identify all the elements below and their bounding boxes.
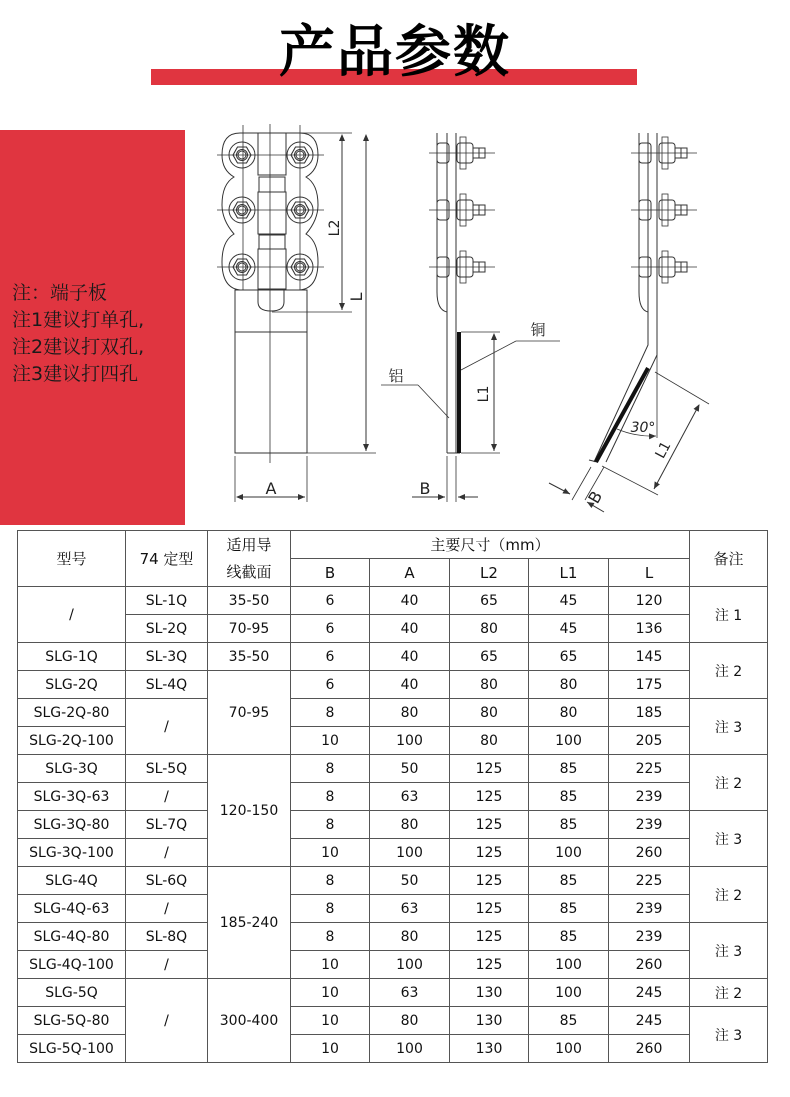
cell-A: 100 xyxy=(370,727,450,755)
cell-A: 40 xyxy=(370,643,450,671)
page-title: 产品参数 xyxy=(279,20,511,85)
cell-B: 10 xyxy=(291,727,370,755)
cell-L: 260 xyxy=(609,951,690,979)
cell-L: 245 xyxy=(609,1007,690,1035)
cell-L: 239 xyxy=(609,783,690,811)
cell-L2: 125 xyxy=(450,951,529,979)
cell-type74: / xyxy=(126,895,208,923)
cell-B: 8 xyxy=(291,867,370,895)
cell-type74: SL-5Q xyxy=(126,755,208,783)
cell-type74: SL-6Q xyxy=(126,867,208,895)
cell-A: 80 xyxy=(370,699,450,727)
cell-remark: 注 2 xyxy=(690,643,768,699)
cell-section: 70-95 xyxy=(208,615,291,643)
cell-remark: 注 3 xyxy=(690,923,768,979)
cell-model: SLG-4Q-63 xyxy=(18,895,126,923)
side-view-drawing xyxy=(381,133,560,502)
cell-model: SLG-2Q xyxy=(18,671,126,699)
table-row xyxy=(18,615,768,643)
header-section-line2: 线截面 xyxy=(226,562,272,581)
cell-L: 175 xyxy=(609,671,690,699)
cell-L1: 85 xyxy=(529,895,609,923)
cell-model: SLG-5Q xyxy=(18,979,126,1007)
table-row xyxy=(18,755,768,783)
cell-L2: 65 xyxy=(450,643,529,671)
cell-L2: 130 xyxy=(450,979,529,1007)
cell-model: SLG-4Q xyxy=(18,867,126,895)
label-L1-bent: L1 xyxy=(652,438,675,462)
cell-section: 185-240 xyxy=(208,867,291,979)
cell-L2: 125 xyxy=(450,839,529,867)
cell-model: / xyxy=(18,587,126,643)
cell-remark: 注 3 xyxy=(690,811,768,867)
cell-remark: 注 2 xyxy=(690,755,768,811)
label-B-side: B xyxy=(419,479,431,498)
cell-A: 40 xyxy=(370,671,450,699)
cell-L1: 100 xyxy=(529,979,609,1007)
cell-L1: 80 xyxy=(529,671,609,699)
label-B-bent: B xyxy=(584,487,607,507)
cell-L: 239 xyxy=(609,895,690,923)
table-row xyxy=(18,783,768,811)
cell-L: 260 xyxy=(609,839,690,867)
label-L1-side: L1 xyxy=(476,385,492,403)
label-A: A xyxy=(265,479,277,498)
note-line-2: 注2建议打双孔, xyxy=(12,336,145,358)
header-type74: 74 定型 xyxy=(126,531,208,587)
cell-L2: 130 xyxy=(450,1007,529,1035)
cell-B: 10 xyxy=(291,979,370,1007)
cell-B: 10 xyxy=(291,1007,370,1035)
technical-drawings xyxy=(0,0,790,530)
table-row xyxy=(18,643,768,671)
cell-type74: SL-7Q xyxy=(126,811,208,839)
cell-L1: 85 xyxy=(529,1007,609,1035)
cell-B: 8 xyxy=(291,755,370,783)
cell-type74: SL-4Q xyxy=(126,671,208,699)
cell-B: 10 xyxy=(291,839,370,867)
cell-model: SLG-1Q xyxy=(18,643,126,671)
cell-type74: SL-3Q xyxy=(126,643,208,671)
cell-B: 6 xyxy=(291,643,370,671)
table-row xyxy=(18,979,768,1007)
cell-B: 6 xyxy=(291,671,370,699)
header-remark: 备注 xyxy=(690,531,768,587)
cell-L2: 80 xyxy=(450,671,529,699)
cell-type74: / xyxy=(126,951,208,979)
cell-remark: 注 2 xyxy=(690,979,768,1007)
note-line-terminal: 注：端子板 xyxy=(12,282,108,304)
note-line-1: 注1建议打单孔, xyxy=(12,309,145,331)
cell-model: SLG-3Q-100 xyxy=(18,839,126,867)
cell-L: 136 xyxy=(609,615,690,643)
cell-A: 63 xyxy=(370,783,450,811)
header-section xyxy=(208,531,291,587)
cell-L: 239 xyxy=(609,811,690,839)
table-row xyxy=(18,839,768,867)
cell-type74: / xyxy=(126,699,208,755)
cell-B: 8 xyxy=(291,699,370,727)
spec-table xyxy=(17,530,768,1063)
cell-remark: 注 3 xyxy=(690,699,768,755)
cell-A: 63 xyxy=(370,895,450,923)
cell-section: 120-150 xyxy=(208,755,291,867)
cell-L2: 125 xyxy=(450,755,529,783)
cell-remark: 注 1 xyxy=(690,587,768,643)
table-row xyxy=(18,587,768,615)
header-dim-A: A xyxy=(370,559,450,587)
cell-A: 40 xyxy=(370,587,450,615)
header-dim-B: B xyxy=(291,559,370,587)
cell-A: 80 xyxy=(370,923,450,951)
cell-B: 6 xyxy=(291,615,370,643)
cell-type74: / xyxy=(126,783,208,811)
cell-A: 50 xyxy=(370,755,450,783)
table-row xyxy=(18,895,768,923)
cell-L: 260 xyxy=(609,1035,690,1063)
cell-L2: 125 xyxy=(450,895,529,923)
cell-B: 8 xyxy=(291,783,370,811)
table-row xyxy=(18,867,768,895)
label-aluminum: 铝 xyxy=(388,367,404,385)
bent-view-drawing xyxy=(549,133,709,512)
cell-L2: 125 xyxy=(450,867,529,895)
cell-L: 245 xyxy=(609,979,690,1007)
cell-L1: 100 xyxy=(529,727,609,755)
cell-section: 300-400 xyxy=(208,979,291,1063)
table-row xyxy=(18,811,768,839)
cell-L1: 85 xyxy=(529,811,609,839)
cell-L1: 100 xyxy=(529,839,609,867)
cell-L: 239 xyxy=(609,923,690,951)
cell-L: 205 xyxy=(609,727,690,755)
header-section-line1: 适用导 xyxy=(226,535,272,554)
cell-model: SLG-5Q-80 xyxy=(18,1007,126,1035)
header-dim-L2: L2 xyxy=(450,559,529,587)
cell-L1: 85 xyxy=(529,867,609,895)
cell-type74: / xyxy=(126,979,208,1063)
cell-type74: SL-8Q xyxy=(126,923,208,951)
cell-L2: 80 xyxy=(450,615,529,643)
cell-L2: 125 xyxy=(450,923,529,951)
cell-L2: 65 xyxy=(450,587,529,615)
header-dim-L: L xyxy=(609,559,690,587)
cell-L1: 85 xyxy=(529,755,609,783)
header-dim-L1: L1 xyxy=(529,559,609,587)
cell-A: 40 xyxy=(370,615,450,643)
cell-section: 35-50 xyxy=(208,643,291,671)
cell-L2: 130 xyxy=(450,1035,529,1063)
cell-type74: SL-1Q xyxy=(126,587,208,615)
cell-A: 80 xyxy=(370,1007,450,1035)
cell-L1: 100 xyxy=(529,1035,609,1063)
cell-A: 100 xyxy=(370,1035,450,1063)
front-view-drawing xyxy=(217,124,376,502)
cell-model: SLG-3Q xyxy=(18,755,126,783)
table-row xyxy=(18,951,768,979)
cell-L: 225 xyxy=(609,867,690,895)
cell-model: SLG-3Q-80 xyxy=(18,811,126,839)
cell-A: 100 xyxy=(370,951,450,979)
label-copper: 铜 xyxy=(530,321,546,339)
cell-L1: 85 xyxy=(529,923,609,951)
cell-section: 70-95 xyxy=(208,671,291,755)
cell-L2: 80 xyxy=(450,727,529,755)
cell-B: 8 xyxy=(291,923,370,951)
cell-A: 50 xyxy=(370,867,450,895)
cell-L1: 45 xyxy=(529,615,609,643)
note-line-3: 注3建议打四孔 xyxy=(12,363,139,385)
cell-model: SLG-5Q-100 xyxy=(18,1035,126,1063)
cell-L: 145 xyxy=(609,643,690,671)
cell-type74: / xyxy=(126,839,208,867)
cell-L1: 80 xyxy=(529,699,609,727)
cell-L: 225 xyxy=(609,755,690,783)
cell-B: 10 xyxy=(291,951,370,979)
cell-model: SLG-4Q-100 xyxy=(18,951,126,979)
label-angle: 30° xyxy=(630,420,656,436)
cell-B: 6 xyxy=(291,587,370,615)
cell-model: SLG-2Q-80 xyxy=(18,699,126,727)
cell-section: 35-50 xyxy=(208,587,291,615)
table-row xyxy=(18,671,768,699)
cell-A: 63 xyxy=(370,979,450,1007)
cell-B: 10 xyxy=(291,1035,370,1063)
cell-L1: 85 xyxy=(529,783,609,811)
cell-L2: 125 xyxy=(450,811,529,839)
cell-type74: SL-2Q xyxy=(126,615,208,643)
table-row xyxy=(18,923,768,951)
label-L2: L2 xyxy=(327,219,343,237)
cell-L: 185 xyxy=(609,699,690,727)
cell-L: 120 xyxy=(609,587,690,615)
cell-L1: 45 xyxy=(529,587,609,615)
cell-L1: 100 xyxy=(529,951,609,979)
cell-L1: 65 xyxy=(529,643,609,671)
label-L: L xyxy=(347,292,366,302)
cell-A: 100 xyxy=(370,839,450,867)
cell-L2: 80 xyxy=(450,699,529,727)
cell-model: SLG-2Q-100 xyxy=(18,727,126,755)
cell-remark: 注 3 xyxy=(690,1007,768,1063)
header-model: 型号 xyxy=(18,531,126,587)
cell-A: 80 xyxy=(370,811,450,839)
cell-model: SLG-3Q-63 xyxy=(18,783,126,811)
cell-B: 8 xyxy=(291,895,370,923)
table-row xyxy=(18,699,768,727)
cell-model: SLG-4Q-80 xyxy=(18,923,126,951)
cell-L2: 125 xyxy=(450,783,529,811)
header-main-dims: 主要尺寸（mm） xyxy=(291,531,690,559)
cell-remark: 注 2 xyxy=(690,867,768,923)
cell-B: 8 xyxy=(291,811,370,839)
